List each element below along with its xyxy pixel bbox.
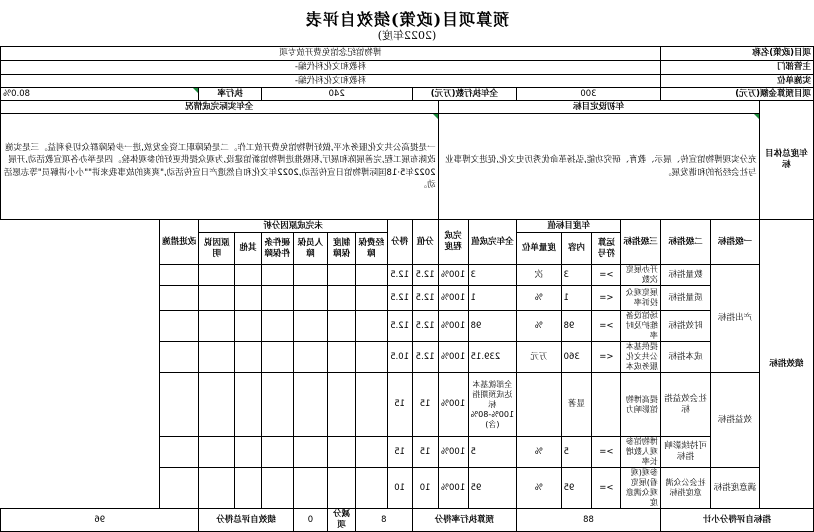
lv3-name: 博物馆参观人数增长率 bbox=[621, 437, 661, 468]
table-row bbox=[1, 311, 814, 342]
weight-cell: 12.5 bbox=[412, 286, 438, 311]
score-cell: 12.5 bbox=[387, 311, 412, 342]
header-r6: 原因说明 bbox=[199, 233, 235, 265]
unit-cell bbox=[517, 373, 561, 437]
label-actual-completion: 全年实际完成情况 bbox=[1, 101, 439, 114]
value-budget: 300 bbox=[517, 88, 661, 101]
label-exec-amount: 全年执行数(万元) bbox=[412, 88, 516, 101]
lv2-sustain: 可持续影响指标 bbox=[660, 437, 710, 468]
row-budget bbox=[1, 88, 814, 101]
op-cell: <= bbox=[592, 286, 621, 311]
op-cell: >= bbox=[592, 437, 621, 468]
header-lv1: 一级指标 bbox=[711, 220, 759, 265]
header-lv3: 三级指标 bbox=[621, 220, 661, 265]
table-row bbox=[1, 373, 814, 437]
row-unit bbox=[1, 75, 814, 88]
weight-cell: 15 bbox=[412, 437, 438, 468]
weight-cell: 15 bbox=[412, 373, 438, 437]
header-content: 内容 bbox=[561, 233, 592, 265]
row-dept bbox=[1, 61, 814, 75]
header-r2: 制度保障 bbox=[328, 233, 356, 265]
full-value-cell: 95 bbox=[468, 468, 517, 509]
value-deduct: 0 bbox=[293, 509, 328, 532]
label-budget: 项目预算金额(万元) bbox=[660, 88, 813, 101]
label-dept: 主管部门 bbox=[660, 61, 813, 75]
target-cell: 98 bbox=[561, 311, 592, 342]
full-value-cell: 239.15 bbox=[468, 342, 517, 373]
target-cell: 显著 bbox=[561, 373, 592, 437]
label-planned-goals: 年初设定目标 bbox=[438, 101, 759, 114]
op-cell bbox=[592, 373, 621, 437]
lv2-timeliness: 时效指标 bbox=[660, 311, 710, 342]
unit-cell: % bbox=[517, 437, 561, 468]
row-summary bbox=[1, 509, 814, 532]
full-value-cell: 全部就基本达成预期指标100%-80%(含) bbox=[468, 373, 517, 437]
value-subtotal: 88 bbox=[517, 509, 661, 532]
score-cell: 12.5 bbox=[387, 265, 412, 286]
label-unit: 实施单位 bbox=[660, 75, 813, 88]
value-exec-score: 8 bbox=[355, 509, 412, 532]
target-cell: 360 bbox=[561, 342, 592, 373]
form-year: (2022年度) bbox=[377, 29, 437, 42]
table-row bbox=[1, 265, 814, 286]
lv1-output: 产出指标 bbox=[711, 265, 759, 373]
op-cell: >= bbox=[592, 265, 621, 286]
lv2-public-satisfaction: 社会公众满意度指标 bbox=[660, 468, 710, 509]
completion-cell: 100% bbox=[438, 437, 468, 468]
lv3-name: 提高博物馆影响力 bbox=[621, 373, 661, 437]
form-title: 预算项目(政策)绩效自评表 bbox=[304, 10, 510, 29]
score-cell: 15 bbox=[387, 373, 412, 437]
header-full-value: 全年完成值 bbox=[468, 220, 517, 265]
weight-cell: 10 bbox=[412, 468, 438, 509]
label-annual-goals: 年度总体目标 bbox=[759, 101, 813, 220]
label-perf-indicators: 绩效指标 bbox=[759, 220, 813, 509]
label-deduct: 减分项 bbox=[328, 509, 356, 532]
completion-cell: 100% bbox=[438, 342, 468, 373]
label-project-name: 项目(政策)名称 bbox=[660, 47, 813, 61]
header-weight: 分值 bbox=[412, 220, 438, 265]
lv3-name: 参观(观看)展览观众满意度 bbox=[621, 468, 661, 509]
label-exec-rate: 执行率 bbox=[199, 88, 261, 101]
label-total: 绩效自评总得分 bbox=[199, 509, 293, 532]
header-improve: 改进措施 bbox=[159, 220, 199, 265]
header-lv2: 二级指标 bbox=[660, 220, 710, 265]
value-exec-amount: 240 bbox=[261, 88, 412, 101]
header-unfinished: 未完成原因分析 bbox=[199, 220, 387, 233]
value-dept: 科教和文化科代编- bbox=[1, 61, 661, 75]
lv3-name: 展览观众投诉率 bbox=[621, 286, 661, 311]
completion-cell: 100% bbox=[438, 265, 468, 286]
full-value-cell: 1 bbox=[468, 286, 517, 311]
label-exec-score: 预算执行率得分 bbox=[412, 509, 516, 532]
table-row bbox=[1, 342, 814, 373]
score-cell: 10 bbox=[387, 468, 412, 509]
header-score: 得分 bbox=[387, 220, 412, 265]
unit-cell: 次 bbox=[517, 265, 561, 286]
row-goal-content bbox=[1, 114, 814, 220]
unit-cell: % bbox=[517, 468, 561, 509]
actual-completion-text: 一是提高公共文化服务水平,做好博物馆免费开放工作。二是保障职工资金发放,进一步保障群众切身利益。三是实施改陈布展工程,完善展陈和展厅,积极推进博物馆新馆建设,为观众提供更好的参观体验。四是举办各项宣教活动,开展2022年5·18国际博物馆日宣传活动,2022年文化和自然遗产日宣传活动,"爽爽的故事我来讲""小小讲解员"等志愿活动。 bbox=[1, 114, 439, 220]
weight-cell: 12.5 bbox=[412, 342, 438, 373]
table-row bbox=[1, 437, 814, 468]
completion-cell: 100% bbox=[438, 286, 468, 311]
value-total: 96 bbox=[1, 509, 199, 532]
op-cell: <= bbox=[592, 342, 621, 373]
header-r5: 其他 bbox=[235, 233, 262, 265]
completion-cell: 100% bbox=[438, 373, 468, 437]
op-cell: >= bbox=[592, 311, 621, 342]
lv2-cost: 成本指标 bbox=[660, 342, 710, 373]
header-completion: 完成程度 bbox=[438, 220, 468, 265]
weight-cell: 12.5 bbox=[412, 311, 438, 342]
header-unit: 度量单位 bbox=[517, 233, 561, 265]
header-r3: 人员保障 bbox=[293, 233, 328, 265]
row-project-name bbox=[1, 47, 814, 61]
value-unit: 科教和文化科代编- bbox=[1, 75, 661, 88]
value-exec-rate: 80.0% bbox=[1, 88, 199, 101]
lv3-name: 场馆设备维护及时率 bbox=[621, 311, 661, 342]
table-row bbox=[1, 468, 814, 509]
unit-cell: 万元 bbox=[517, 342, 561, 373]
lv2-quality: 质量指标 bbox=[660, 286, 710, 311]
lv1-satisfaction: 满意度指标 bbox=[711, 468, 759, 509]
unit-cell: % bbox=[517, 286, 561, 311]
evaluation-table bbox=[0, 46, 814, 532]
table-row bbox=[1, 286, 814, 311]
score-cell: 12.5 bbox=[387, 286, 412, 311]
lv2-social: 社会效益指标 bbox=[660, 373, 710, 437]
header-r1: 经费保障 bbox=[355, 233, 387, 265]
full-value-cell: 5 bbox=[468, 437, 517, 468]
full-value-cell: 3 bbox=[468, 265, 517, 286]
completion-cell: 100% bbox=[438, 311, 468, 342]
score-cell: 15 bbox=[387, 437, 412, 468]
score-cell: 10.5 bbox=[387, 342, 412, 373]
target-cell: 95 bbox=[561, 468, 592, 509]
target-cell: 5 bbox=[561, 437, 592, 468]
label-subtotal: 指标自评得分小计 bbox=[660, 509, 813, 532]
lv1-effect: 效益指标 bbox=[711, 373, 759, 468]
weight-cell: 12.5 bbox=[412, 265, 438, 286]
row-goal-headers bbox=[1, 101, 814, 114]
lv2-quantity: 数量指标 bbox=[660, 265, 710, 286]
header-annual-target: 年度目标值 bbox=[517, 220, 621, 233]
unit-cell: % bbox=[517, 311, 561, 342]
full-value-cell: 98 bbox=[468, 311, 517, 342]
goals-text: 充分实现博物馆宣传、展示、教育、研究功能,弘扬革命优秀历史文化,促进文博事业与社会经济的和谐发展。 bbox=[438, 114, 759, 220]
header-op: 运算符号 bbox=[592, 233, 621, 265]
header-r4: 硬件条件保障 bbox=[261, 233, 293, 265]
row-header-1 bbox=[1, 220, 814, 233]
target-cell: 3 bbox=[561, 265, 592, 286]
op-cell: >= bbox=[592, 468, 621, 509]
completion-cell: 100% bbox=[438, 468, 468, 509]
target-cell: 1 bbox=[561, 286, 592, 311]
lv3-name: 提供基本公共文化服务成本 bbox=[621, 342, 661, 373]
lv3-name: 开办展览次数 bbox=[621, 265, 661, 286]
value-project-name: 博物馆纪念馆免费开放专项 bbox=[1, 47, 661, 61]
